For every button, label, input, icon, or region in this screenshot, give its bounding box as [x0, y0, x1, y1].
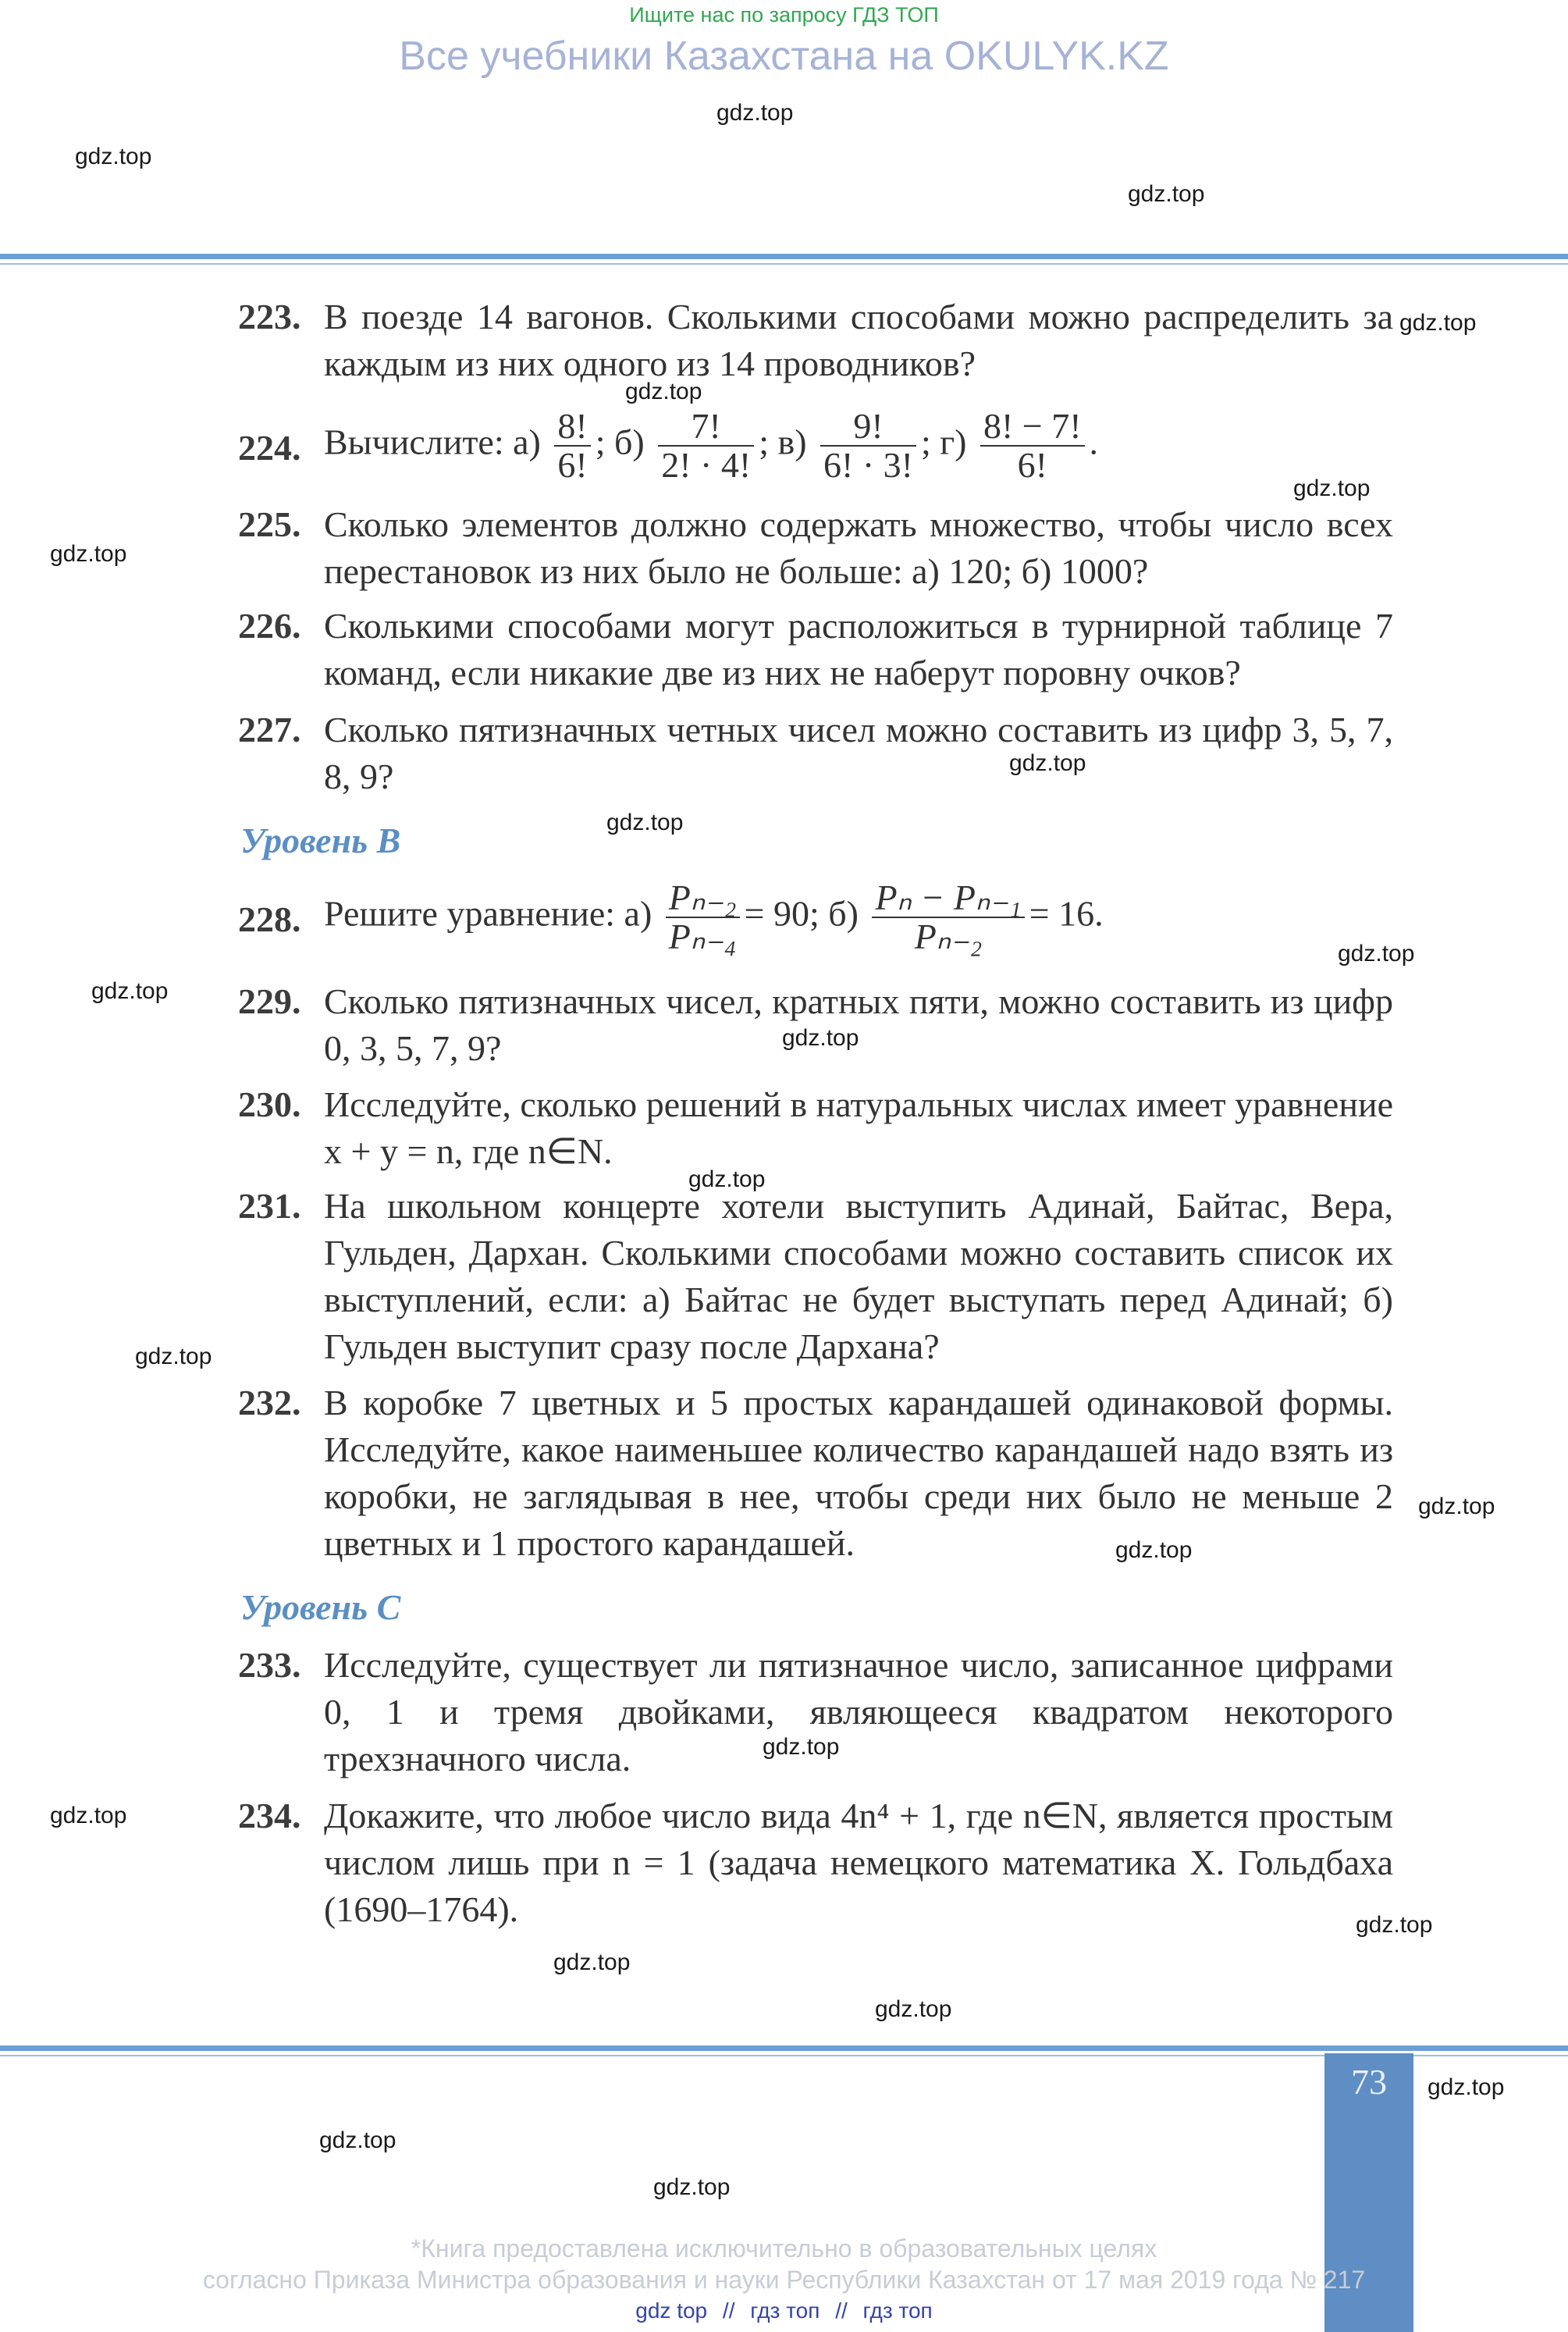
problem-number: 232. [238, 1383, 301, 1422]
problem-number: 230. [238, 1084, 301, 1124]
watermark: gdz.top [1115, 1537, 1193, 1563]
problem-number: 233. [238, 1645, 301, 1685]
separator: ; б) [595, 422, 645, 462]
problem-text: В поезде 14 вагонов. Сколькими способами можно распределить за каждым из них одного из 14 проводников? [324, 297, 1393, 383]
top-rule [0, 254, 1568, 259]
problem-number: 224. [238, 428, 301, 468]
search-hint: Ищите нас по запросу ГДЗ ТОП [629, 3, 939, 27]
watermark: gdz.top [688, 1166, 766, 1192]
problem-number: 234. [238, 1796, 301, 1835]
fraction-b: $\frac{7!}{2! \cdot 4!}$ [658, 408, 754, 484]
footer-links [0, 2298, 1568, 2323]
watermark: gdz.top [135, 1344, 212, 1369]
equation-rhs: = 90; б) [744, 893, 859, 934]
problem-number: 229. [238, 981, 301, 1021]
watermark: gdz.top [1356, 1912, 1433, 1938]
problem-229 [238, 978, 1393, 1072]
problem-number: 225. [238, 504, 301, 544]
watermark: gdz.top [782, 1025, 859, 1051]
problem-230 [238, 1081, 1393, 1175]
footer-separator: // [722, 2298, 735, 2323]
watermark: gdz.top [553, 1949, 631, 1975]
footer-link-gdz-top[interactable]: gdz top [635, 2298, 708, 2323]
problem-227 [238, 707, 1393, 800]
problem-231 [238, 1183, 1393, 1370]
watermark: gdz.top [1428, 2074, 1505, 2100]
watermark: gdz.top [1418, 1494, 1495, 1519]
problem-lead: Решите уравнение: а) [324, 893, 652, 934]
problem-number: 227. [238, 710, 301, 749]
problem-224 [238, 408, 1393, 484]
problem-number: 231. [238, 1186, 301, 1226]
equation-rhs: = 16. [1029, 893, 1104, 934]
watermark: gdz.top [875, 1996, 952, 2022]
problem-text: В коробке 7 цветных и 5 простых карандашей одинаковой формы. Исследуйте, какое наименьшее количество карандашей надо взять из коробки, не заглядывая в нее, чтобы среди них было не меньше 2 цветных и 1 простого карандашей. [324, 1383, 1393, 1563]
level-b-heading: Уровень В [240, 821, 401, 860]
period: . [1089, 422, 1099, 462]
separator: ; в) [759, 422, 807, 462]
watermark: gdz.top [763, 1734, 840, 1760]
problem-226 [238, 603, 1393, 696]
problem-232 [238, 1380, 1393, 1567]
problem-234 [238, 1793, 1393, 1933]
problem-text: Докажите, что любое число вида 4n⁴ + 1, где n∈N, является простым числом лишь при n = 1 (задача немецкого математика Х. Гольдбаха (1690–1764). [324, 1796, 1393, 1929]
watermark: gdz.top [716, 100, 794, 126]
bottom-rule [0, 2045, 1568, 2051]
watermark: gdz.top [1009, 750, 1086, 776]
problem-lead: Вычислите: а) [324, 422, 541, 462]
problem-text: На школьном концерте хотели выступить Адинай, Байтас, Вера, Гульден, Дархан. Сколькими способами можно составить список их выступлений, если: а) Байтас не будет выступать перед Адинай; б) Гульден выступит сразу после Дархана? [324, 1186, 1393, 1366]
watermark: gdz.top [319, 2127, 396, 2153]
fraction-b: $\frac{\text{Pₙ − Pₙ₋₁}}{\text{Pₙ₋₂}}$ [872, 879, 1024, 956]
watermark: gdz.top [1338, 941, 1415, 967]
watermark: gdz.top [606, 810, 684, 835]
problem-223 [238, 294, 1393, 387]
footer-notice-line1: *Книга предоставлена исключительно в образовательных целях [411, 2234, 1157, 2263]
separator: ; г) [920, 422, 967, 462]
problem-228 [238, 879, 1393, 956]
level-c-heading: Уровень С [240, 1587, 401, 1627]
watermark: gdz.top [1399, 310, 1477, 336]
site-banner: Все учебники Казахстана на OKULYK.KZ [399, 34, 1169, 79]
watermark: gdz.top [653, 2174, 731, 2200]
footer-link-gdz-top-ru-2[interactable]: гдз топ [862, 2298, 933, 2323]
problem-text: Сколькими способами могут расположиться в турнирной таблице 7 команд, если никакие две из них не наберут поровну очков? [324, 606, 1393, 692]
page-number: 73 [1351, 2062, 1387, 2102]
problem-text: Исследуйте, сколько решений в натуральных числах имеет уравнение x + y = n, где n∈N. [324, 1084, 1393, 1171]
top-rule-thin [0, 263, 1568, 265]
problem-number: 228. [238, 899, 301, 939]
fraction-a: $\frac{8!}{6!}$ [554, 408, 590, 484]
problem-text: Исследуйте, существует ли пятизначное число, записанное цифрами 0, 1 и тремя двойками, являющееся квадратом некоторого трехзначного числа. [324, 1645, 1393, 1778]
problem-225 [238, 501, 1393, 595]
footer-separator: // [835, 2298, 848, 2323]
watermark: gdz.top [625, 379, 702, 404]
problem-number: 223. [238, 297, 301, 336]
watermark: gdz.top [50, 541, 127, 567]
fraction-d: $\frac{8! - 7!}{6!}$ [980, 408, 1085, 484]
watermark: gdz.top [91, 978, 169, 1004]
fraction-a: $\frac{\text{Pₙ₋₂}}{\text{Pₙ₋₄}}$ [666, 879, 740, 956]
fraction-c: $\frac{9!}{6! \cdot 3!}$ [820, 408, 916, 484]
watermark: gdz.top [50, 1803, 127, 1828]
watermark: gdz.top [1293, 475, 1371, 501]
footer-link-gdz-top-ru[interactable]: гдз топ [750, 2298, 820, 2323]
problem-text: Сколько пятизначных четных чисел можно составить из цифр 3, 5, 7, 8, 9? [324, 710, 1393, 796]
watermark: gdz.top [1128, 181, 1205, 207]
problem-233 [238, 1642, 1393, 1782]
problem-number: 226. [238, 606, 301, 646]
problem-text: Сколько элементов должно содержать множество, чтобы число всех перестановок из них было не больше: а) 120; б) 1000? [324, 504, 1393, 591]
footer-notice-line2: согласно Приказа Министра образования и науки Республики Казахстан от 17 мая 2019 года № 217 [202, 2266, 1366, 2294]
problem-text: Сколько пятизначных чисел, кратных пяти, можно составить из цифр 0, 3, 5, 7, 9? [324, 981, 1393, 1068]
watermark: gdz.top [75, 144, 152, 169]
